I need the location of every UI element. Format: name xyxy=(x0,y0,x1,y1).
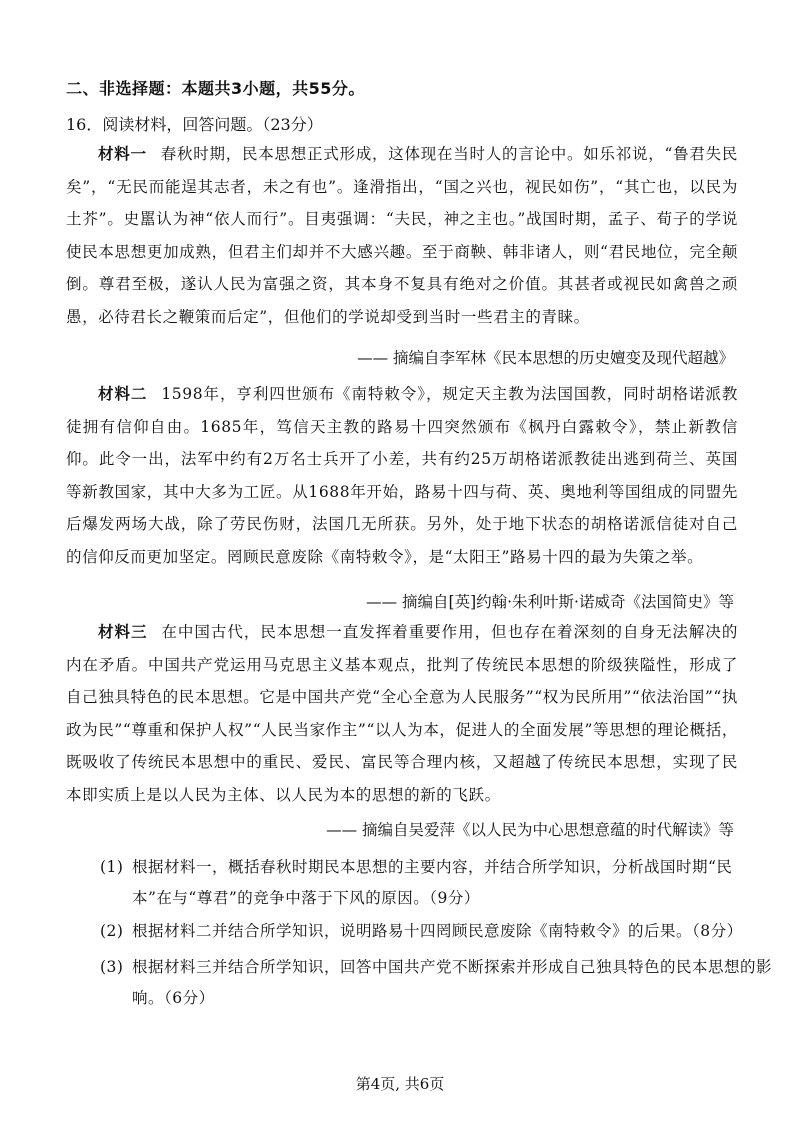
subquestion-3 xyxy=(100,952,772,1014)
subquestion-text: 根据材料三并结合所学知识，回答中国共产党不断探索并形成自己独具特色的民本思想的影响。（6分） xyxy=(132,958,773,1007)
material-3-source: —— 摘编自吴爱萍《以人民为中心思想意蕴的时代解读》等 xyxy=(326,821,734,839)
subquestion-number: (3) xyxy=(100,958,124,976)
material-text: 春秋时期，民本思想正式形成，这体现在当时人的言论中。如乐祁说，“鲁君失民矣”，“无民而能逞其志者，未之有也”。逢滑指出，“国之兴也，视民如伤”，“其亡也，以民为土芥”。史嚚认为神“依人而行”。目夷强调：“夫民，神之主也。”战国时期，孟子、荀子的学说使民本思想更加成熟，但君主们却并不大感兴趣。至于商鞅、韩非诸人，则“君民地位，完全颠倒。尊君至极，遂认人民为富强之资，其本身不复具有绝对之价值。其甚者或视民如禽兽之顽愚，必待君长之鞭策而后定”，但他们的学说却受到当时一些君主的青睐。 xyxy=(66,145,738,326)
subquestion-number: (2) xyxy=(100,922,124,940)
material-1 xyxy=(66,138,738,334)
subquestion-2 xyxy=(100,916,772,947)
material-label: 材料一 xyxy=(98,145,147,163)
subquestion-text: 根据材料一，概括春秋时期民本思想的主要内容，并结合所学知识，分析战国时期“民本”在与“尊君”的竞争中落于下风的原因。（9分） xyxy=(132,858,733,907)
material-2 xyxy=(66,378,738,574)
material-3 xyxy=(66,616,738,812)
material-label: 材料三 xyxy=(98,623,148,641)
question-header: 16．阅读材料，回答问题。（23分） xyxy=(66,115,323,134)
subquestion-1 xyxy=(100,852,772,914)
material-text: 1598年，亨利四世颁布《南特敕令》，规定天主教为法国国教，同时胡格诺派教徒拥有信仰自由。1685年，笃信天主教的路易十四突然颁布《枫丹白露敕令》，禁止新教信仰。此令一出，法军中约有2万名士兵开了小差，共有约25万胡格诺派教徒出逃到荷兰、英国等新教国家，其中大多为工匠。从1688年开始，路易十四与荷、英、奥地利等国组成的同盟先后爆发两场大战，除了劳民伤财，法国几无所获。另外，处于地下状态的胡格诺派信徒对自己的信仰反而更加坚定。罔顾民意废除《南特敕令》，是“太阳王”路易十四的最为失策之举。 xyxy=(66,385,738,566)
material-1-source: —— 摘编自李军林《民本思想的历史嬗变及现代超越》 xyxy=(357,349,734,367)
material-label: 材料二 xyxy=(98,385,148,403)
material-2-source: —— 摘编自[英]约翰·朱利叶斯·诺威奇《法国简史》等 xyxy=(366,593,734,611)
page-footer: 第4页, 共6页 xyxy=(355,1075,445,1093)
material-text: 在中国古代，民本思想一直发挥着重要作用，但也存在着深刻的自身无法解决的内在矛盾。中国共产党运用马克思主义基本观点，批判了传统民本思想的阶级狭隘性，形成了自己独具特色的民本思想。它是中国共产党“全心全意为人民服务”“权为民所用”“依法治国”“执政为民”“尊重和保护人权”“人民当家作主”“以人为本，促进人的全面发展”等思想的理论概括，既吸收了传统民本思想中的重民、爱民、富民等合理内核，又超越了传统民本思想，实现了民本即实质上是以人民为主体、以人民为本的思想的新的飞跃。 xyxy=(66,623,738,804)
subquestion-number: (1) xyxy=(100,858,124,876)
subquestion-text: 根据材料二并结合所学知识，说明路易十四罔顾民意废除《南特敕令》的后果。（8分） xyxy=(132,922,743,940)
section-title: 二、非选择题：本题共3小题，共55分。 xyxy=(66,79,365,98)
